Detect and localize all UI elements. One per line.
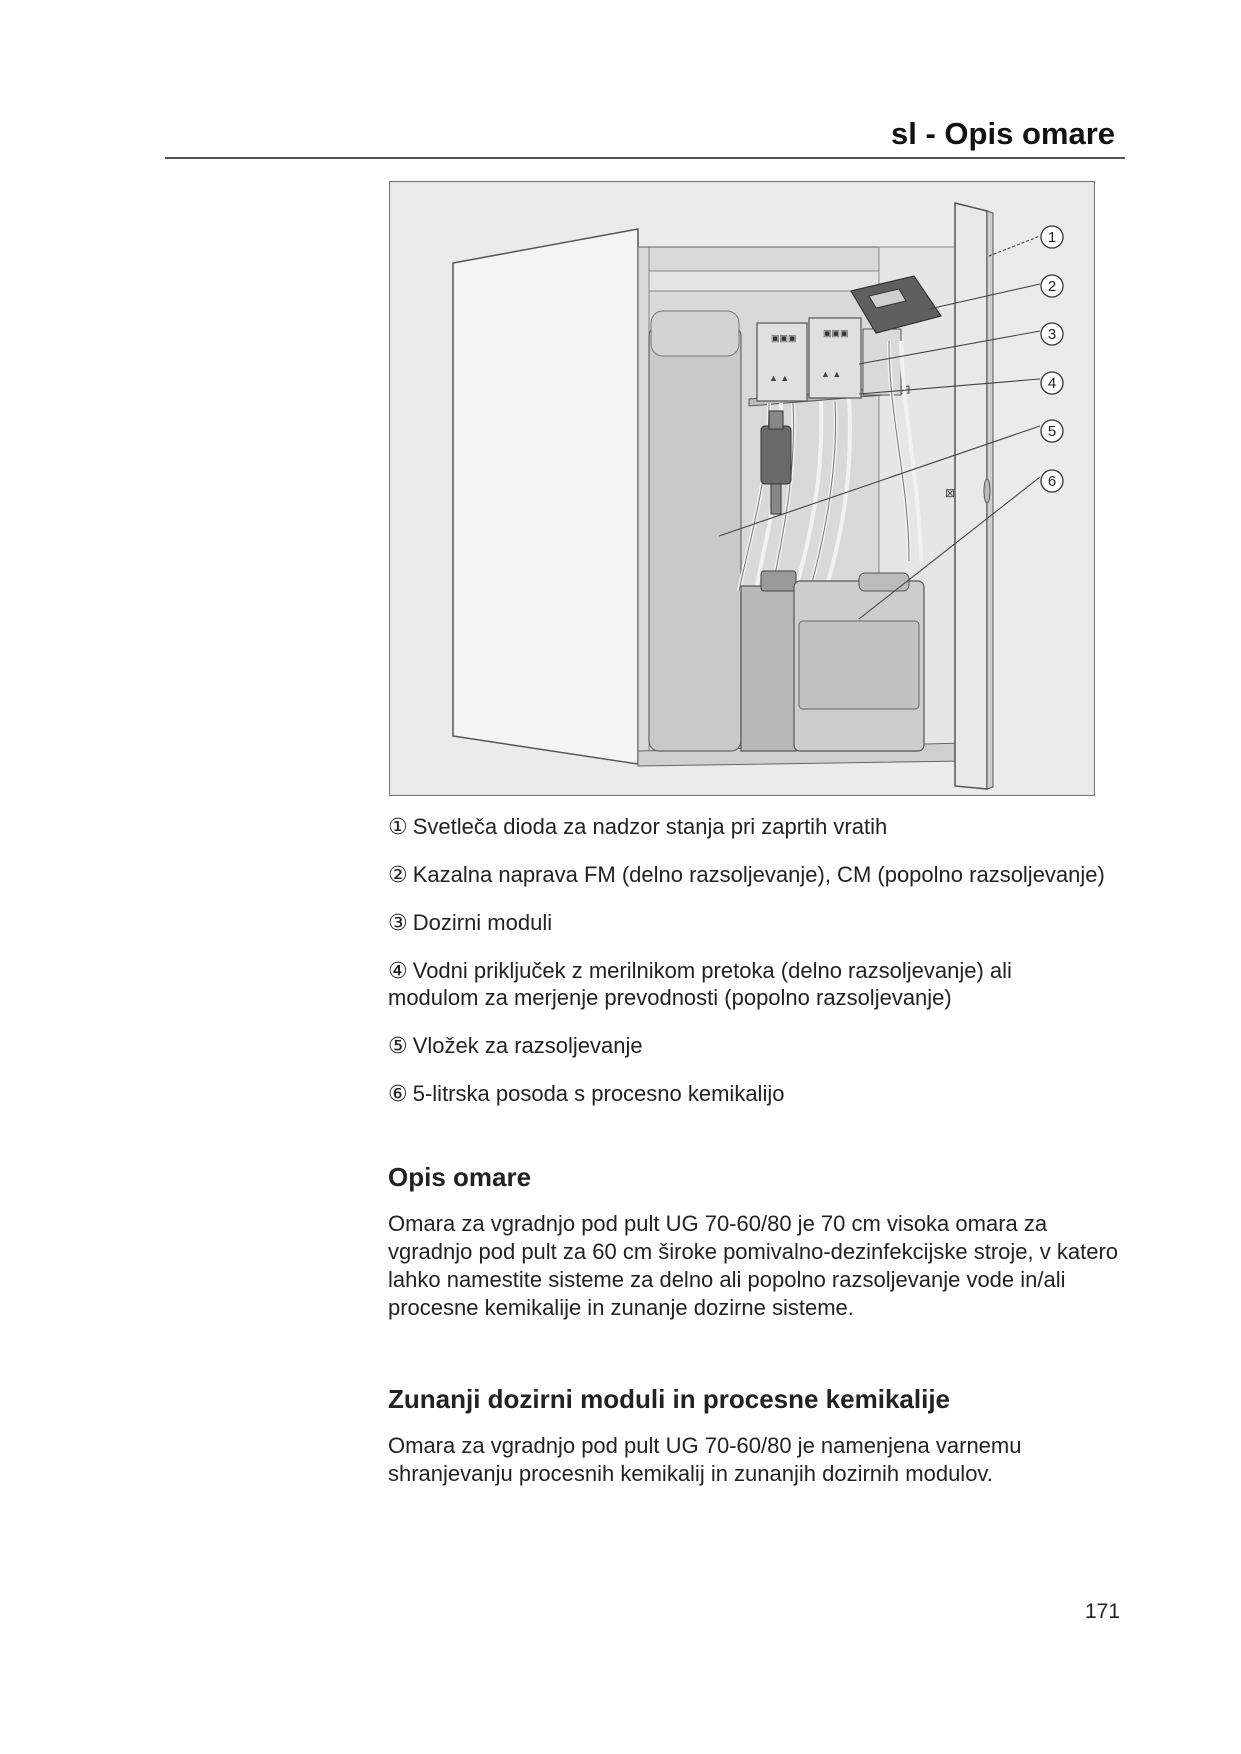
header-divider bbox=[165, 157, 1125, 159]
legend-text: Dozirni moduli bbox=[412, 910, 553, 935]
flow-meter bbox=[761, 426, 791, 484]
figure-legend bbox=[388, 813, 1108, 1128]
callout-3-label: 3 bbox=[1047, 326, 1057, 343]
legend-item bbox=[388, 1080, 1108, 1107]
page-header-title: sl - Opis omare bbox=[891, 116, 1115, 151]
legend-number: ④ bbox=[388, 958, 408, 983]
callout-1-label: 1 bbox=[1047, 229, 1057, 246]
legend-text: 5-litrska posoda s procesno kemikalijo bbox=[412, 1081, 785, 1106]
section-text-external-dosing: Omara za vgradnjo pod pult UG 70-60/80 je namenjena varnemu shranjevanju procesnih kemikalij in zunanjih dozirnih modulov. bbox=[388, 1433, 1022, 1486]
legend-text: Vložek za razsoljevanje bbox=[412, 1033, 643, 1058]
callout-6-label: 6 bbox=[1047, 473, 1057, 490]
cabinet-door bbox=[955, 203, 987, 789]
svg-text:▣▣▣: ▣▣▣ bbox=[771, 333, 797, 343]
svg-text:▲ ▲: ▲ ▲ bbox=[769, 373, 790, 383]
svg-text:▲ ▲: ▲ ▲ bbox=[821, 369, 842, 379]
callout-4-label: 4 bbox=[1047, 375, 1057, 392]
legend-text: Svetleča dioda za nadzor stanja pri zaprtih vratih bbox=[412, 814, 888, 839]
legend-number: ③ bbox=[388, 910, 408, 935]
legend-number: ⑥ bbox=[388, 1081, 408, 1106]
legend-text: Vodni priključek z merilnikom pretoka (delno razsoljevanje) ali modulom za merjenje prevodnosti (popolno razsoljevanje) bbox=[388, 958, 1012, 1010]
section-title-external-dosing: Zunanji dozirni moduli in procesne kemikalije bbox=[388, 1384, 950, 1414]
legend-item bbox=[388, 1032, 1108, 1059]
section-title-cabinet-description: Opis omare bbox=[388, 1162, 532, 1192]
legend-item bbox=[388, 957, 1108, 1011]
legend-item bbox=[388, 909, 1108, 936]
chemical-container-left bbox=[741, 586, 796, 751]
cabinet-left-wall bbox=[453, 229, 638, 764]
legend-number: ② bbox=[388, 862, 408, 887]
legend-number: ① bbox=[388, 814, 408, 839]
legend-number: ⑤ bbox=[388, 1033, 408, 1058]
callout-2-label: 2 bbox=[1047, 278, 1057, 295]
legend-item bbox=[388, 861, 1108, 888]
callout-5-label: 5 bbox=[1047, 423, 1057, 440]
legend-item bbox=[388, 813, 1108, 840]
desalination-cartridge bbox=[649, 326, 741, 751]
svg-text:⊠: ⊠ bbox=[945, 486, 956, 500]
svg-text:▣▣▣: ▣▣▣ bbox=[823, 328, 849, 338]
cabinet-illustration bbox=[389, 181, 1095, 796]
page-number: 171 bbox=[1085, 1600, 1121, 1623]
legend-text: Kazalna naprava FM (delno razsoljevanje), CM (popolno razsoljevanje) bbox=[412, 862, 1105, 887]
section-text-cabinet-description: Omara za vgradnjo pod pult UG 70-60/80 je 70 cm visoka omara za vgradnjo pod pult za 60 cm široke pomivalno-dezinfekcijske stroje, v katero lahko namestite sisteme za delno ali popolno razsoljevanje vode in/ali procesne kemikalije in zunanje dozirne sisteme. bbox=[388, 1211, 1119, 1320]
